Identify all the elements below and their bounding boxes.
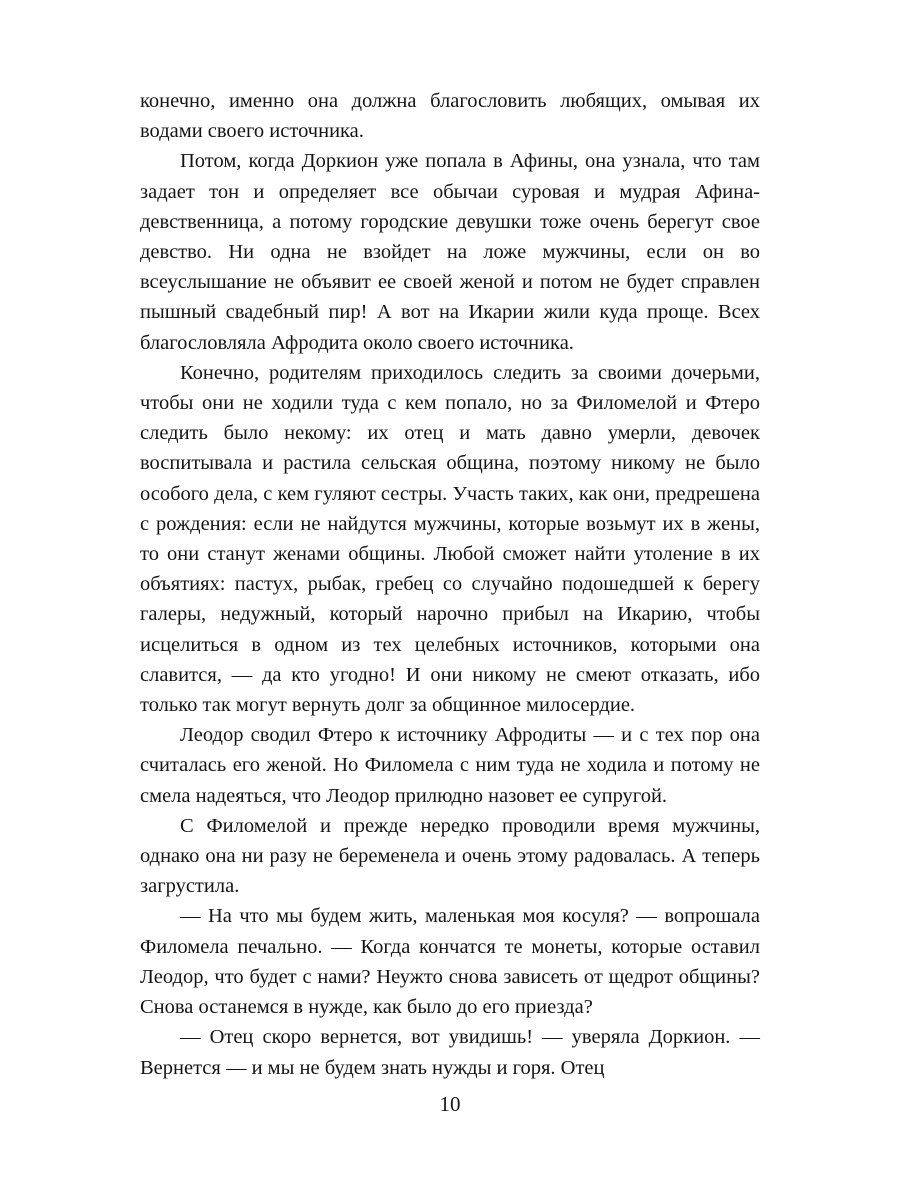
paragraph: — На что мы будем жить, маленькая моя косуля? — вопрошала Филомела печально. — Когда кончатся те монеты, которые оставил Леодор, что будет с нами? Неужто снова зависеть от щедрот общины? Снова останемся в нужде, как было до его приезда?	[140, 905, 760, 1019]
paragraph: Леодор сводил Фтеро к источнику Афродиты — и с тех пор она считалась его женой. Но Филомела с ним туда не ходила и потому не смела надеяться, что Леодор прилюдно назовет ее супругой.	[140, 724, 760, 807]
paragraph: Потом, когда Доркион уже попала в Афины, она узнала, что там задает тон и определяет все обычаи суровая и мудрая Афина-девственница, а потому городские девушки тоже очень берегут свое девство. Ни одна не взойдет на ложе мужчины, если он во всеуслышание не объявит ее своей женой и потом не будет справлен пышный свадебный пир! А вот на Икарии жили куда проще. Всех благословляла Афродита около своего источника.	[140, 150, 760, 354]
paragraph: — Отец скоро вернется, вот увидишь! — уверяла Доркион. — Вернется — и мы не будем знать нужды и горя. Отец	[140, 1026, 760, 1079]
paragraph: конечно, именно она должна благословить любящих, омывая их водами своего источника.	[140, 90, 760, 143]
paragraph: С Филомелой и прежде нередко проводили время мужчины, однако она ни разу не беременела и очень этому радовалась. А теперь загрустила.	[140, 814, 760, 898]
paragraph: Конечно, родителям приходилось следить за своими дочерьми, чтобы они не ходили туда с кем попало, но за Филомелой и Фтеро следить было некому: их отец и мать давно умерли, девочек воспитывала и растила сельская община, поэтому никому не было особого дела, с кем гуляют сестры. Участь таких, как они, предрешена с рождения: если не найдутся мужчины, которые возьмут их в жены, то они станут женами общины. Любой сможет найти утоление в их объятиях: пастух, рыбак, гребец со случайно подошедшей к берегу галеры, недужный, который нарочно прибыл на Икарию, чтобы исцелиться в одном из тех целебных источников, которыми она славится, — да кто угодно! И они никому не смеют отказать, ибо только так могут вернуть долг за общинное милосердие.	[140, 361, 760, 717]
page-number: 10	[439, 1092, 461, 1116]
body-text-column	[140, 86, 760, 1083]
